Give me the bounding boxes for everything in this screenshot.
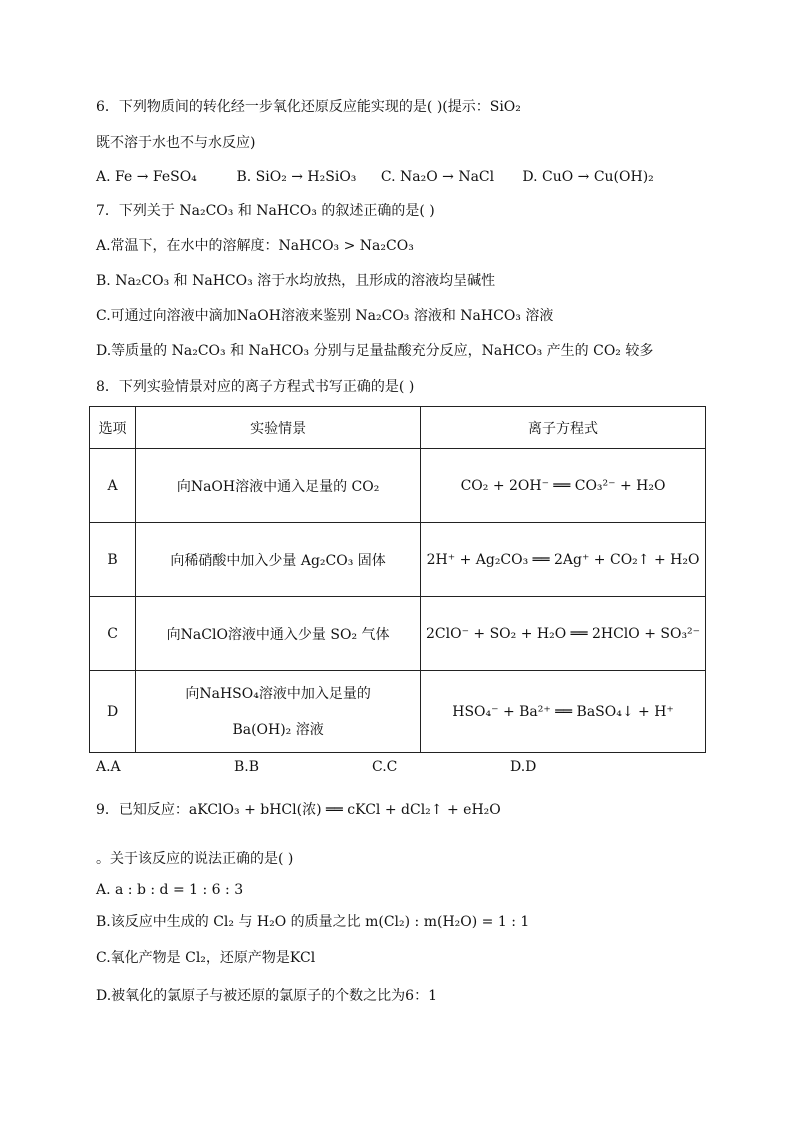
- q7-option-b: B. Na₂CO₃ 和 NaHCO₃ 溶于水均放热，且形成的溶液均呈碱性: [96, 273, 496, 289]
- row-scene: 向稀硝酸中加入少量 Ag₂CO₃ 固体: [136, 523, 421, 597]
- q9-option-d: D.被氧化的氯原子与被还原的氯原子的个数之比为6：1: [96, 988, 437, 1004]
- q8-option-b: B.B: [234, 759, 260, 775]
- q6-options: [96, 167, 654, 187]
- table-row: [90, 671, 706, 753]
- row-option: A: [90, 449, 136, 523]
- q8-option-d: D.D: [510, 759, 537, 775]
- q9-option-a: A. a : b : d = 1 : 6 : 3: [96, 882, 244, 898]
- table-row: [90, 449, 706, 523]
- row-equation: CO₂ + 2OH⁻ ══ CO₃²⁻ + H₂O: [421, 449, 706, 523]
- q6-stem-line2: 既不溶于水也不与水反应): [96, 135, 256, 151]
- q9-stem-cont: 。关于该反应的说法正确的是( ): [96, 851, 294, 867]
- q6-stem-line1: 6．下列物质间的转化经一步氧化还原反应能实现的是( )(提示：SiO₂: [96, 99, 521, 115]
- q7-option-a: A.常温下，在水中的溶解度：NaHCO₃ > Na₂CO₃: [96, 238, 414, 254]
- q6-option-a: A. Fe → FeSO₄: [96, 169, 197, 185]
- q8-table: [89, 406, 706, 753]
- row-scene-line1: 向NaHSO₄溶液中加入足量的: [185, 685, 371, 702]
- q7-stem: 7．下列关于 Na₂CO₃ 和 NaHCO₃ 的叙述正确的是( ): [96, 203, 435, 219]
- row-scene: 向NaOH溶液中通入足量的 CO₂: [136, 449, 421, 523]
- q6-option-c: C. Na₂O → NaCl: [380, 169, 495, 185]
- row-equation: HSO₄⁻ + Ba²⁺ ══ BaSO₄↓ + H⁺: [421, 671, 706, 753]
- q9-option-b: B.该反应中生成的 Cl₂ 与 H₂O 的质量之比 m(Cl₂) : m(H₂O) = 1 : 1: [96, 914, 530, 930]
- row-scene: 向NaClO溶液中通入少量 SO₂ 气体: [136, 597, 421, 671]
- table-row: [90, 597, 706, 671]
- row-option: D: [90, 671, 136, 753]
- q9-stem: 9．已知反应：aKClO₃ + bHCl(浓) ══ cKCl + dCl₂↑ + eH₂O: [96, 802, 501, 818]
- row-scene: [136, 671, 421, 753]
- q8-options: [96, 759, 656, 779]
- q8-stem: 8．下列实验情景对应的离子方程式书写正确的是( ): [96, 379, 415, 395]
- table-row: [90, 523, 706, 597]
- table-header-row: [90, 407, 706, 449]
- header-option: 选项: [90, 407, 136, 449]
- row-scene-line2: Ba(OH)₂ 溶液: [232, 721, 324, 738]
- q6-option-b: B. SiO₂ → H₂SiO₃: [236, 169, 357, 185]
- row-equation: 2ClO⁻ + SO₂ + H₂O ══ 2HClO + SO₃²⁻: [421, 597, 706, 671]
- q7-option-d: D.等质量的 Na₂CO₃ 和 NaHCO₃ 分别与足量盐酸充分反应，NaHCO₃ 产生的 CO₂ 较多: [96, 343, 654, 359]
- q8-option-a: A.A: [96, 759, 121, 775]
- q9-option-c: C.氧化产物是 Cl₂，还原产物是KCl: [96, 950, 316, 966]
- header-scene: 实验情景: [136, 407, 421, 449]
- row-equation: 2H⁺ + Ag₂CO₃ ══ 2Ag⁺ + CO₂↑ + H₂O: [421, 523, 706, 597]
- header-equation: 离子方程式: [421, 407, 706, 449]
- q8-option-c: C.C: [372, 759, 398, 775]
- q7-option-c: C.可通过向溶液中滴加NaOH溶液来鉴别 Na₂CO₃ 溶液和 NaHCO₃ 溶液: [96, 308, 554, 324]
- q6-option-d: D. CuO → Cu(OH)₂: [522, 169, 654, 185]
- row-option: C: [90, 597, 136, 671]
- row-option: B: [90, 523, 136, 597]
